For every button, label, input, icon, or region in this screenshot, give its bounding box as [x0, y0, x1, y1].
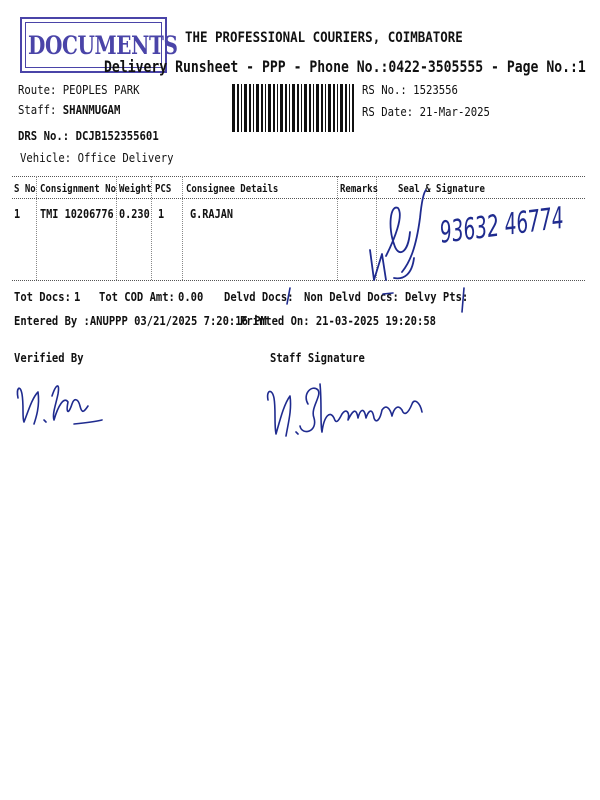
- barcode-bar: [265, 84, 266, 132]
- barcode-bar: [321, 84, 323, 132]
- col-header-seal-signature: Seal & Signature: [398, 182, 485, 195]
- verified-by-label: Verified By: [14, 350, 84, 365]
- printed-on: Printed On: 21-03-2025 19:20:58: [240, 313, 436, 328]
- row-sno: 1: [14, 207, 21, 221]
- barcode-bar: [280, 84, 283, 132]
- row-weight: 0.230: [119, 207, 150, 221]
- entered-by: Entered By :ANUPPP 03/21/2025 7:20:16 PM: [14, 313, 267, 328]
- barcode-bar: [244, 84, 247, 132]
- row-consignee: G.RAJAN: [190, 207, 233, 221]
- barcode-bar: [345, 84, 347, 132]
- barcode-bar: [316, 84, 319, 132]
- barcode-bar: [328, 84, 331, 132]
- col-header-weight: Weight: [119, 182, 152, 195]
- tot-cod-value: 0.00: [178, 289, 204, 304]
- verifier-signature: [12, 376, 107, 430]
- delvd-mark: [284, 286, 294, 306]
- delvd-docs-label: Delvd Docs:: [224, 289, 294, 304]
- col-divider: [182, 176, 183, 280]
- tot-docs-value: 1: [74, 289, 81, 304]
- vehicle-label: Vehicle: Office Delivery: [20, 150, 174, 165]
- barcode-bar: [304, 84, 307, 132]
- non-delvd-docs-label: Non Delvd Docs:: [304, 289, 399, 304]
- barcode-bar: [241, 84, 242, 132]
- table-bottom-rule: [12, 280, 585, 281]
- barcode-bar: [273, 84, 275, 132]
- col-header-pcs: PCS: [155, 182, 172, 195]
- staff-label: Staff:: [18, 102, 63, 117]
- barcode-bar: [333, 84, 335, 132]
- runsheet-subtitle: Delivery Runsheet - PPP - Phone No.:0422-3505555 - Page No.:1: [104, 57, 586, 76]
- row-pcs: 1: [158, 207, 165, 221]
- barcode-bar: [256, 84, 259, 132]
- barcode-bar: [337, 84, 338, 132]
- barcode-bar: [325, 84, 326, 132]
- col-header-consignment: Consignment No: [40, 182, 117, 195]
- barcode-bar: [237, 84, 239, 132]
- barcode-bar: [297, 84, 299, 132]
- non-delvd-mark: [381, 290, 395, 300]
- barcode-bar: [285, 84, 287, 132]
- barcode-bar: [340, 84, 343, 132]
- barcode-bar: [349, 84, 350, 132]
- barcode-bar: [301, 84, 302, 132]
- barcode-image: [232, 84, 354, 132]
- stamp-text: DOCUMENTS: [28, 31, 178, 60]
- barcode-bar: [253, 84, 254, 132]
- col-divider: [36, 176, 37, 280]
- route-label: Route: PEOPLES PARK: [18, 82, 140, 97]
- barcode-bar: [313, 84, 314, 132]
- company-title: THE PROFESSIONAL COURIERS, COIMBATORE: [185, 30, 463, 46]
- col-divider: [337, 176, 338, 280]
- col-header-sno: S No: [14, 182, 36, 195]
- receiver-signature: [364, 188, 444, 293]
- rs-number: RS No.: 1523556: [362, 82, 458, 97]
- barcode-bar: [277, 84, 278, 132]
- tot-cod-label: Tot COD Amt:: [99, 289, 175, 304]
- barcode-bar: [261, 84, 263, 132]
- tot-docs-label: Tot Docs:: [14, 289, 71, 304]
- row-consignment: TMI 10206776: [40, 207, 114, 221]
- barcode-bar: [268, 84, 271, 132]
- barcode-bar: [289, 84, 290, 132]
- barcode-bar: [292, 84, 295, 132]
- staff-signature-label: Staff Signature: [270, 350, 365, 365]
- barcode-bar: [249, 84, 251, 132]
- barcode-bar: [309, 84, 311, 132]
- handwritten-phone: 93632 46774: [438, 200, 566, 251]
- staff-value: SHANMUGAM: [62, 102, 121, 117]
- rs-date: RS Date: 21-Mar-2025: [362, 104, 490, 119]
- table-header-rule: [12, 198, 585, 199]
- barcode-bar: [232, 84, 235, 132]
- delvy-pts-label: Delvy Pts:: [405, 289, 469, 304]
- col-header-consignee: Consignee Details: [186, 182, 279, 195]
- table-top-rule: [12, 176, 585, 177]
- barcode-bar: [352, 84, 354, 132]
- staff-line: [18, 102, 120, 117]
- drs-number: DRS No.: DCJB152355601: [18, 128, 159, 143]
- delvy-pts-mark: [458, 286, 468, 314]
- staff-signature: [262, 374, 427, 444]
- col-header-remarks: Remarks: [340, 182, 379, 195]
